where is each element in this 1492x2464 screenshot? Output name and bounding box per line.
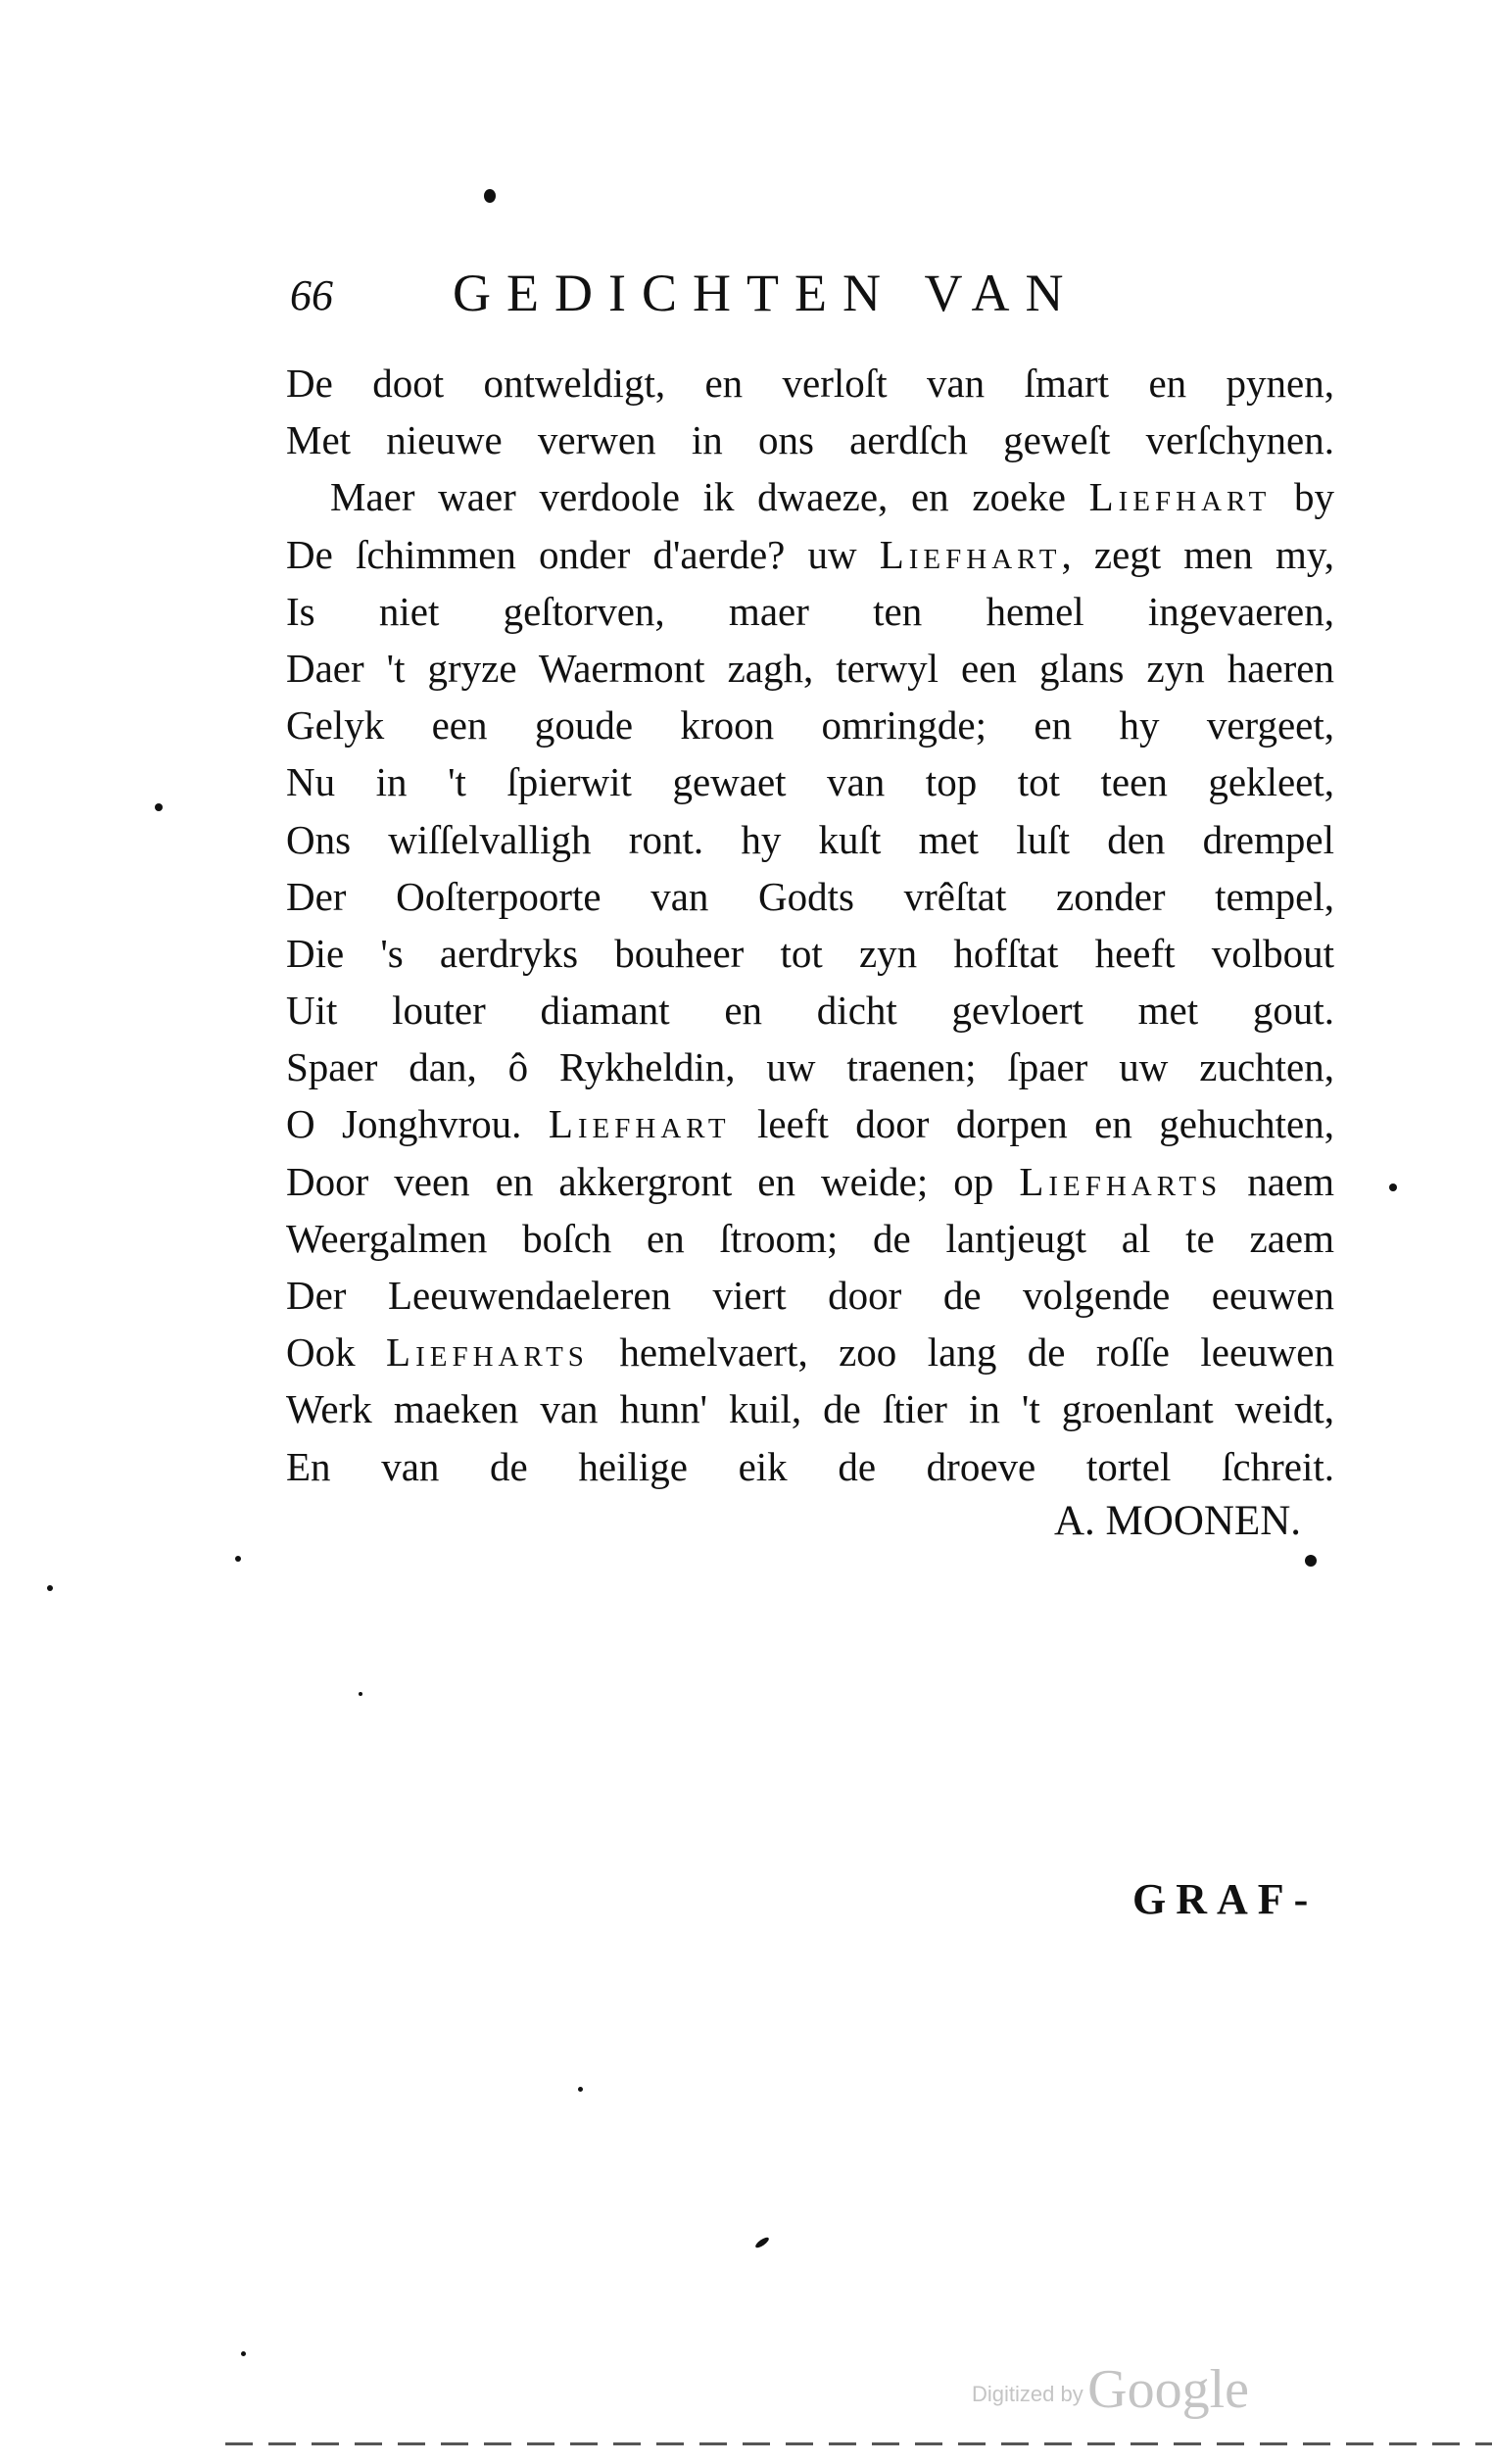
running-title: GEDICHTEN VAN [453, 264, 1080, 322]
line-text: Ons wiſſelvalligh ront. hy kuſt met luſt den drempel [286, 816, 1334, 862]
scan-speck [754, 2236, 771, 2249]
watermark-prefix: Digitized by [972, 2382, 1083, 2406]
line-text: Daer 't gryze Waermont zagh, terwyl een glans zyn haeren [286, 645, 1334, 691]
line-text: Met nieuwe verwen in ons aerdſch geweſt verſchynen. [286, 417, 1334, 463]
poem-line [286, 697, 1334, 753]
line-text: Weergalmen boſch en ſtroom; de lantjeugt al te zaem [286, 1215, 1334, 1261]
poem-line [286, 925, 1334, 982]
line-text: O Jonghvrou. [286, 1101, 549, 1147]
page-header [290, 263, 1221, 331]
line-text: Werk maeken van hunn' kuil, de ſtier in 't groenlant weidt, [286, 1386, 1334, 1432]
poem-line [286, 868, 1334, 925]
line-text: naem [1222, 1158, 1334, 1204]
scan-speck [1305, 1555, 1317, 1567]
poem-line [286, 1438, 1334, 1495]
line-text: leeft door dorpen en gehuchten, [730, 1101, 1334, 1147]
line-text: by [1271, 474, 1335, 520]
page-edge-line [225, 2442, 1492, 2445]
poem-line [286, 811, 1334, 868]
line-text: Der Leeuwendaeleren viert door de volgende eeuwen [286, 1273, 1334, 1318]
poem-line [286, 526, 1334, 583]
scan-speck [359, 1692, 362, 1696]
line-text: De doot ontweldigt, en verloſt van ſmart en pynen, [286, 361, 1334, 406]
poem-line [286, 411, 1334, 468]
poem-line [286, 468, 1334, 525]
line-text: Maer waer verdoole ik dwaeze, en zoeke [330, 474, 1089, 520]
line-text: Die 's aerdryks bouheer tot zyn hofſtat heeft volbout [286, 930, 1334, 976]
line-text: Is niet geſtorven, maer ten hemel ingevaeren, [286, 588, 1334, 634]
digitized-watermark [972, 2358, 1249, 2421]
name-small-caps: Liefhart [1088, 474, 1272, 520]
line-text: Nu in 't ſpierwit gewaet van top tot teen gekleet, [286, 759, 1334, 805]
line-text: De ſchimmen onder d'aerde? uw [286, 531, 880, 577]
scan-speck [484, 189, 496, 203]
poem-line [286, 1095, 1334, 1152]
name-small-caps: Liefhart [548, 1101, 731, 1147]
poem-line [286, 583, 1334, 640]
poem-line [286, 355, 1334, 411]
poem-line [286, 1380, 1334, 1437]
poem-line [286, 982, 1334, 1039]
poem-line [286, 1039, 1334, 1095]
poem-line [286, 1267, 1334, 1324]
line-text: Spaer dan, ô Rykheldin, uw traenen; ſpaer uw zuchten, [286, 1044, 1334, 1090]
author-signature: A. MOONEN. [1054, 1498, 1302, 1544]
watermark-brand: Google [1087, 2359, 1250, 2420]
line-text: Der Ooſterpoorte van Godts vrêſtat zonder tempel, [286, 873, 1334, 919]
line-text: Ook [286, 1329, 387, 1376]
name-small-caps: Liefharts [1019, 1158, 1223, 1204]
line-text: , zegt men my, [1061, 531, 1334, 577]
catchword: GRAF- [1132, 1875, 1319, 1923]
name-small-caps: Liefhart [879, 531, 1062, 577]
poem-line [286, 753, 1334, 810]
line-text: hemelvaert, zoo lang de roſſe leeuwen [588, 1329, 1334, 1376]
poem-line [286, 640, 1334, 697]
poem-line [286, 1324, 1334, 1380]
poem-line [286, 1153, 1334, 1210]
page-number: 66 [290, 271, 333, 319]
scan-speck [578, 2087, 583, 2092]
scan-speck [235, 1556, 241, 1562]
scan-speck [1389, 1184, 1397, 1191]
line-text: Door veen en akkergront en weide; op [286, 1158, 1020, 1204]
poem-line [286, 1210, 1334, 1267]
line-text: Gelyk een goude kroon omringde; en hy vergeet, [286, 702, 1334, 749]
scan-speck [155, 803, 163, 811]
poem-body [286, 355, 1354, 1495]
line-text: Uit louter diamant en dicht gevloert met gout. [286, 988, 1334, 1034]
scan-speck [47, 1585, 53, 1591]
name-small-caps: Liefharts [386, 1329, 589, 1376]
scan-speck [241, 2351, 246, 2356]
line-text: En van de heilige eik de droeve tortel ſchreit. [286, 1443, 1334, 1489]
